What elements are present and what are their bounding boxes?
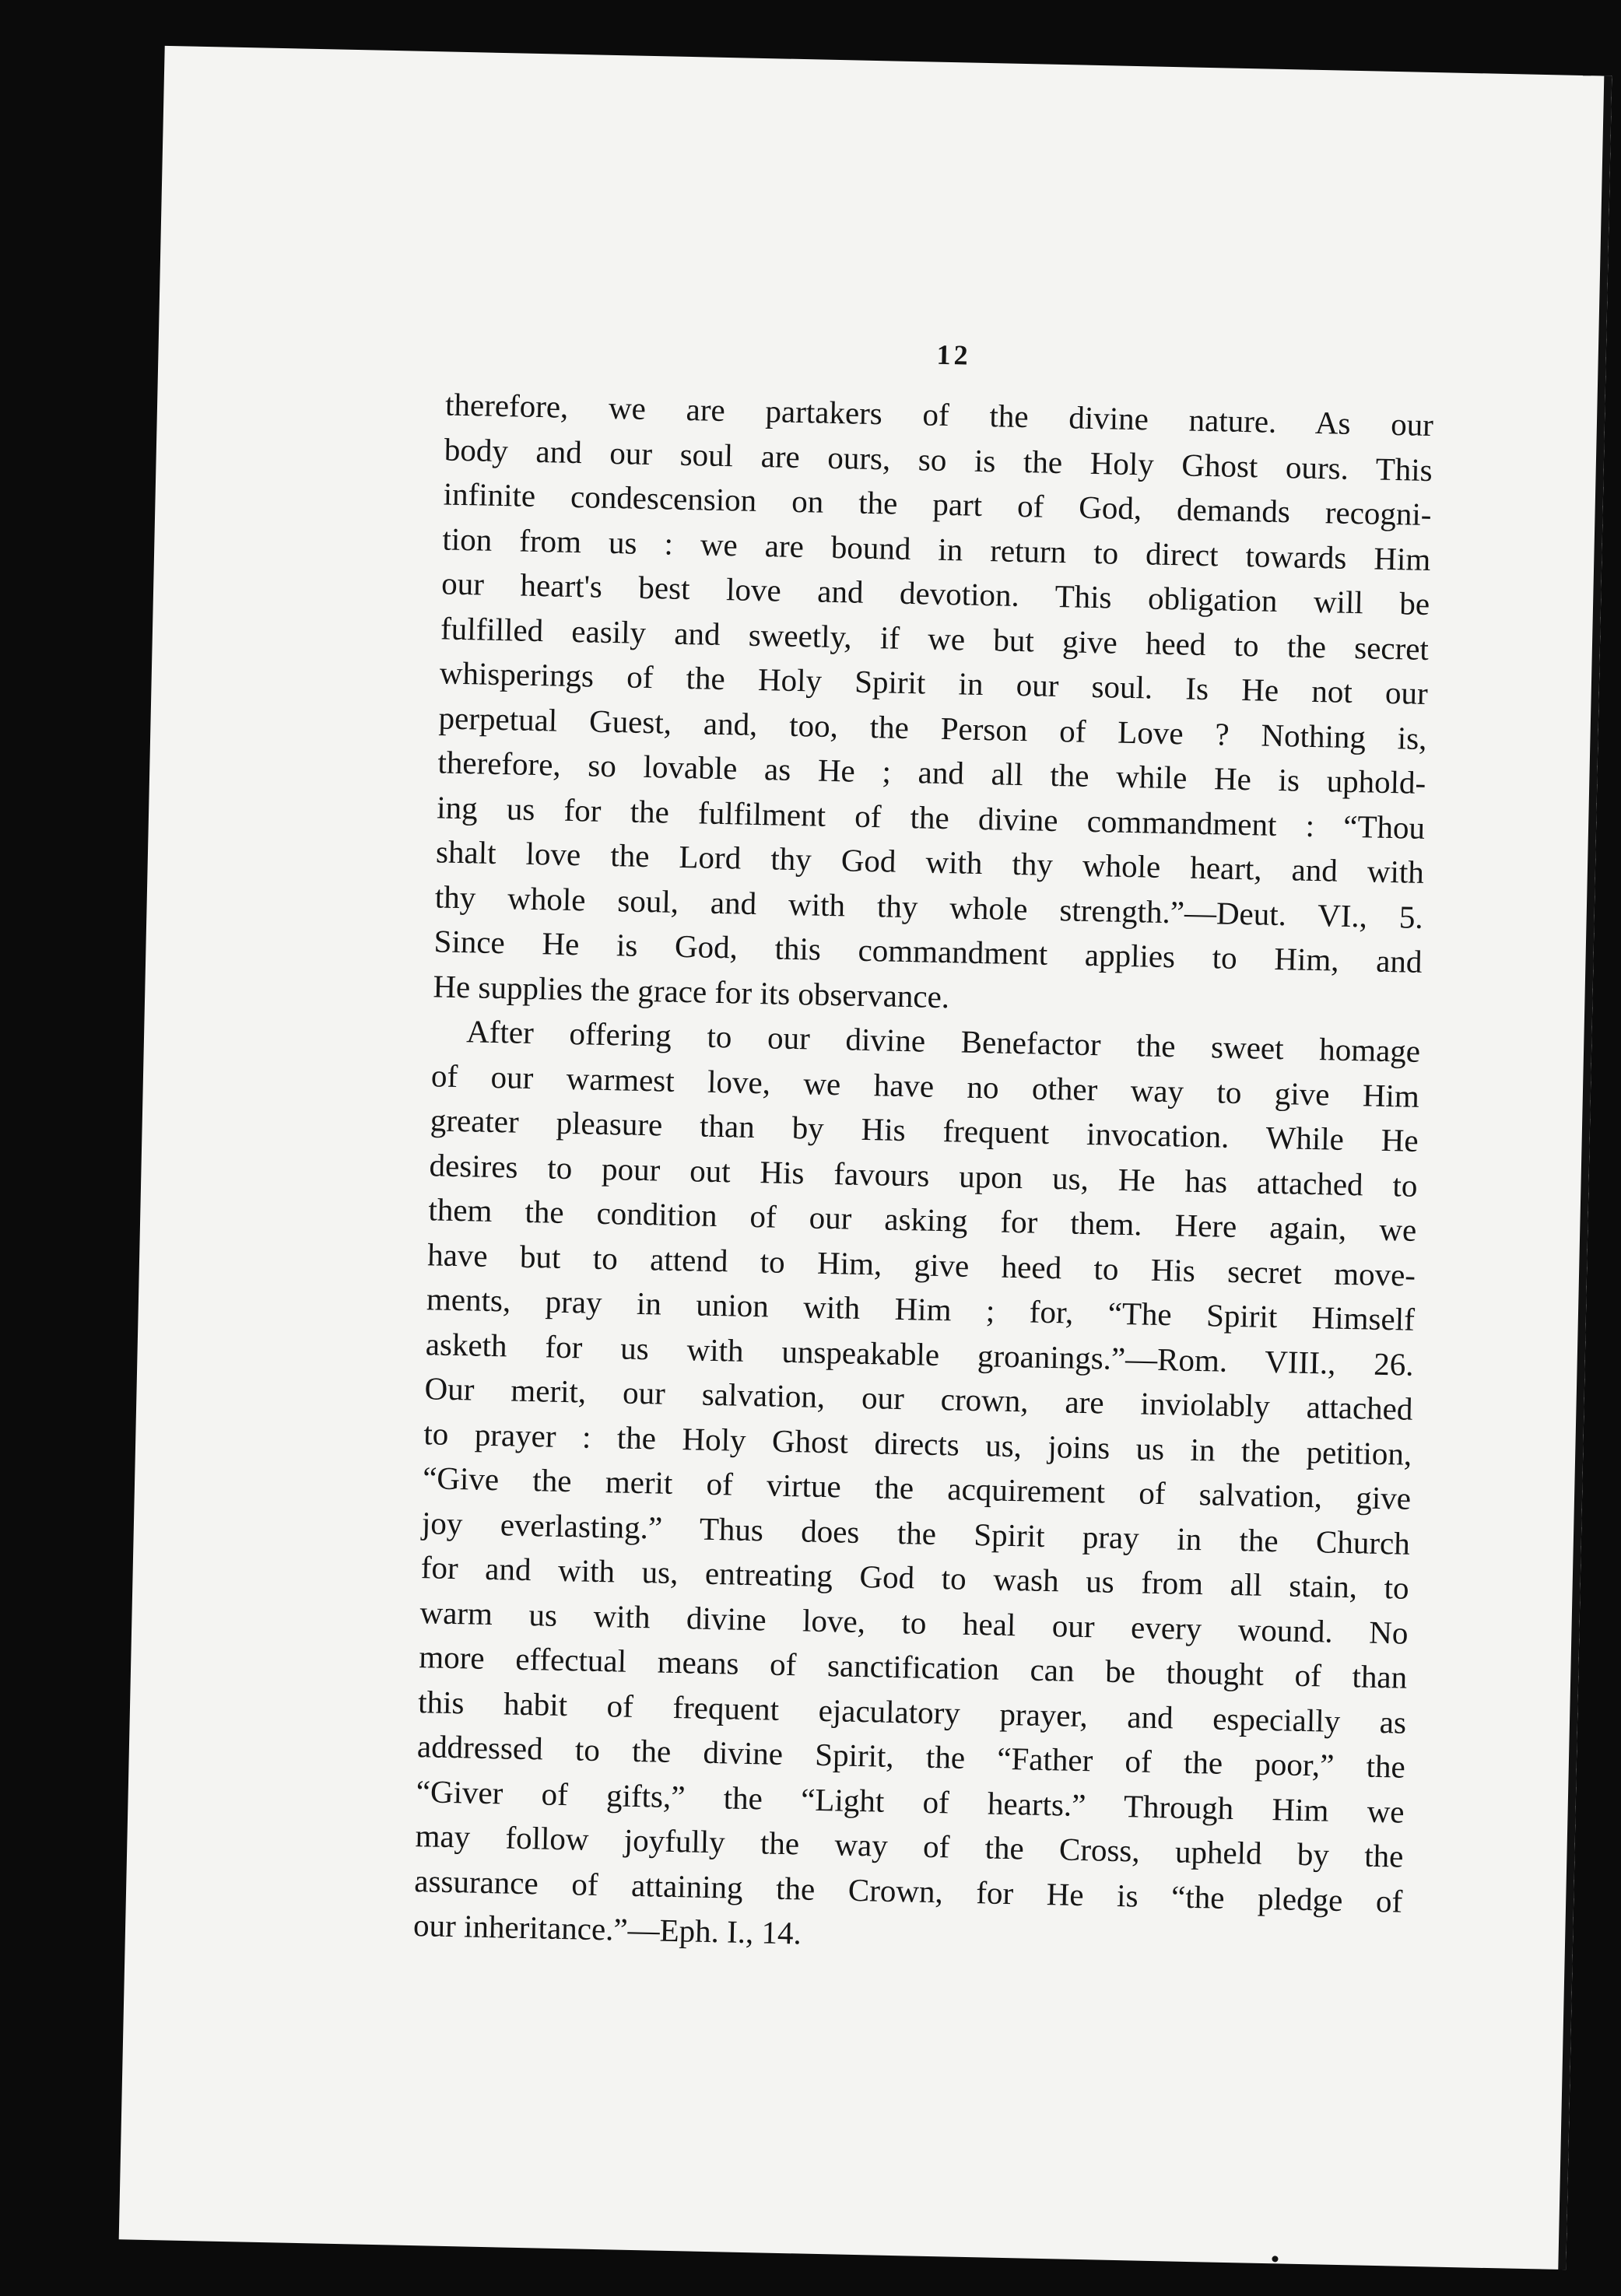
text-line: infinite condescension on the part of God, demands recogni- [443,475,1432,533]
body-text [413,382,1434,1968]
text-line: them the condition of our asking for them. Here again, we [428,1191,1417,1248]
ink-dot [1272,2256,1278,2262]
text-line: ments, pray in union with Him ; for, “The Spirit Himself [426,1281,1416,1337]
text-line: “Give the merit of virtue the acquirement of salvation, give [422,1460,1412,1516]
text-line: addressed to the divine Spirit, the “Father of the poor,” the [416,1728,1406,1785]
text-line: Since He is God, this commandment applies to Him, and [433,923,1423,980]
text-line: After offering to our divine Benefactor the sweet homage [465,1013,1421,1069]
text-line: warm us with divine love, to heal our every wound. No [419,1593,1409,1651]
text-line: whisperings of the Holy Spirit in our soul. Is He not our [439,654,1429,711]
text-line: may follow joyfully the way of the Cross, upheld by the [415,1818,1404,1874]
text-line: He supplies the grace for its observance. [433,967,950,1015]
text-line: therefore, so lovable as He ; and all the while He is uphold- [437,744,1426,801]
text-line: to prayer : the Holy Ghost directs us, joins us in the petition, [423,1414,1412,1472]
text-line: have but to attend to Him, give heed to His secret move- [426,1236,1416,1293]
text-line: our heart's best love and devotion. This obligation will be [440,565,1430,622]
text-line: fulfilled easily and sweetly, if we but give heed to the secret [440,609,1430,667]
text-line: perpetual Guest, and, too, the Person of Love ? Nothing is, [438,699,1427,756]
text-line: for and with us, entreating God to wash us from all stain, to [420,1549,1410,1606]
text-line: ing us for the fulfilment of the divine commandment : “Thou [436,788,1426,846]
text-line: shalt love the Lord thy God with thy whole heart, and with [435,833,1425,890]
text-line: more effectual means of sanctification can be thought of than [418,1639,1408,1695]
text-line: thy whole soul, and with thy whole strength.”—Deut. VI., 5. [434,878,1424,935]
text-line: of our warmest love, we have no other way to give Him [430,1057,1420,1114]
text-line: therefore, we are partakers of the divine nature. As our [444,386,1434,443]
text-line: desires to pour out His favours upon us, He has attached to [429,1146,1418,1204]
text-line: tion from us : we are bound in return to direct towards Him [442,520,1431,577]
text-line: Our merit, our salvation, our crown, are inviolably attached [424,1370,1413,1427]
book-page [119,46,1612,2270]
text-line: greater pleasure than by His frequent invocation. While He [430,1102,1419,1159]
page-number: 12 [936,338,972,371]
text-line: asketh for us with unspeakable groanings.”—Rom. VIII., 26. [425,1325,1415,1383]
text-line: this habit of frequent ejaculatory prayer, and especially as [417,1683,1407,1740]
text-line: assurance of attaining the Crown, for He is “the pledge of [413,1862,1403,1919]
text-line: body and our soul are ours, so is the Holy Ghost ours. This [444,430,1433,488]
text-line: “Giver of gifts,” the “Light of hearts.” Through Him we [416,1772,1405,1830]
text-line: our inheritance.”—Eph. I., 14. [412,1907,802,1951]
text-line: joy everlasting.” Thus does the Spirit pray in the Church [421,1504,1411,1562]
